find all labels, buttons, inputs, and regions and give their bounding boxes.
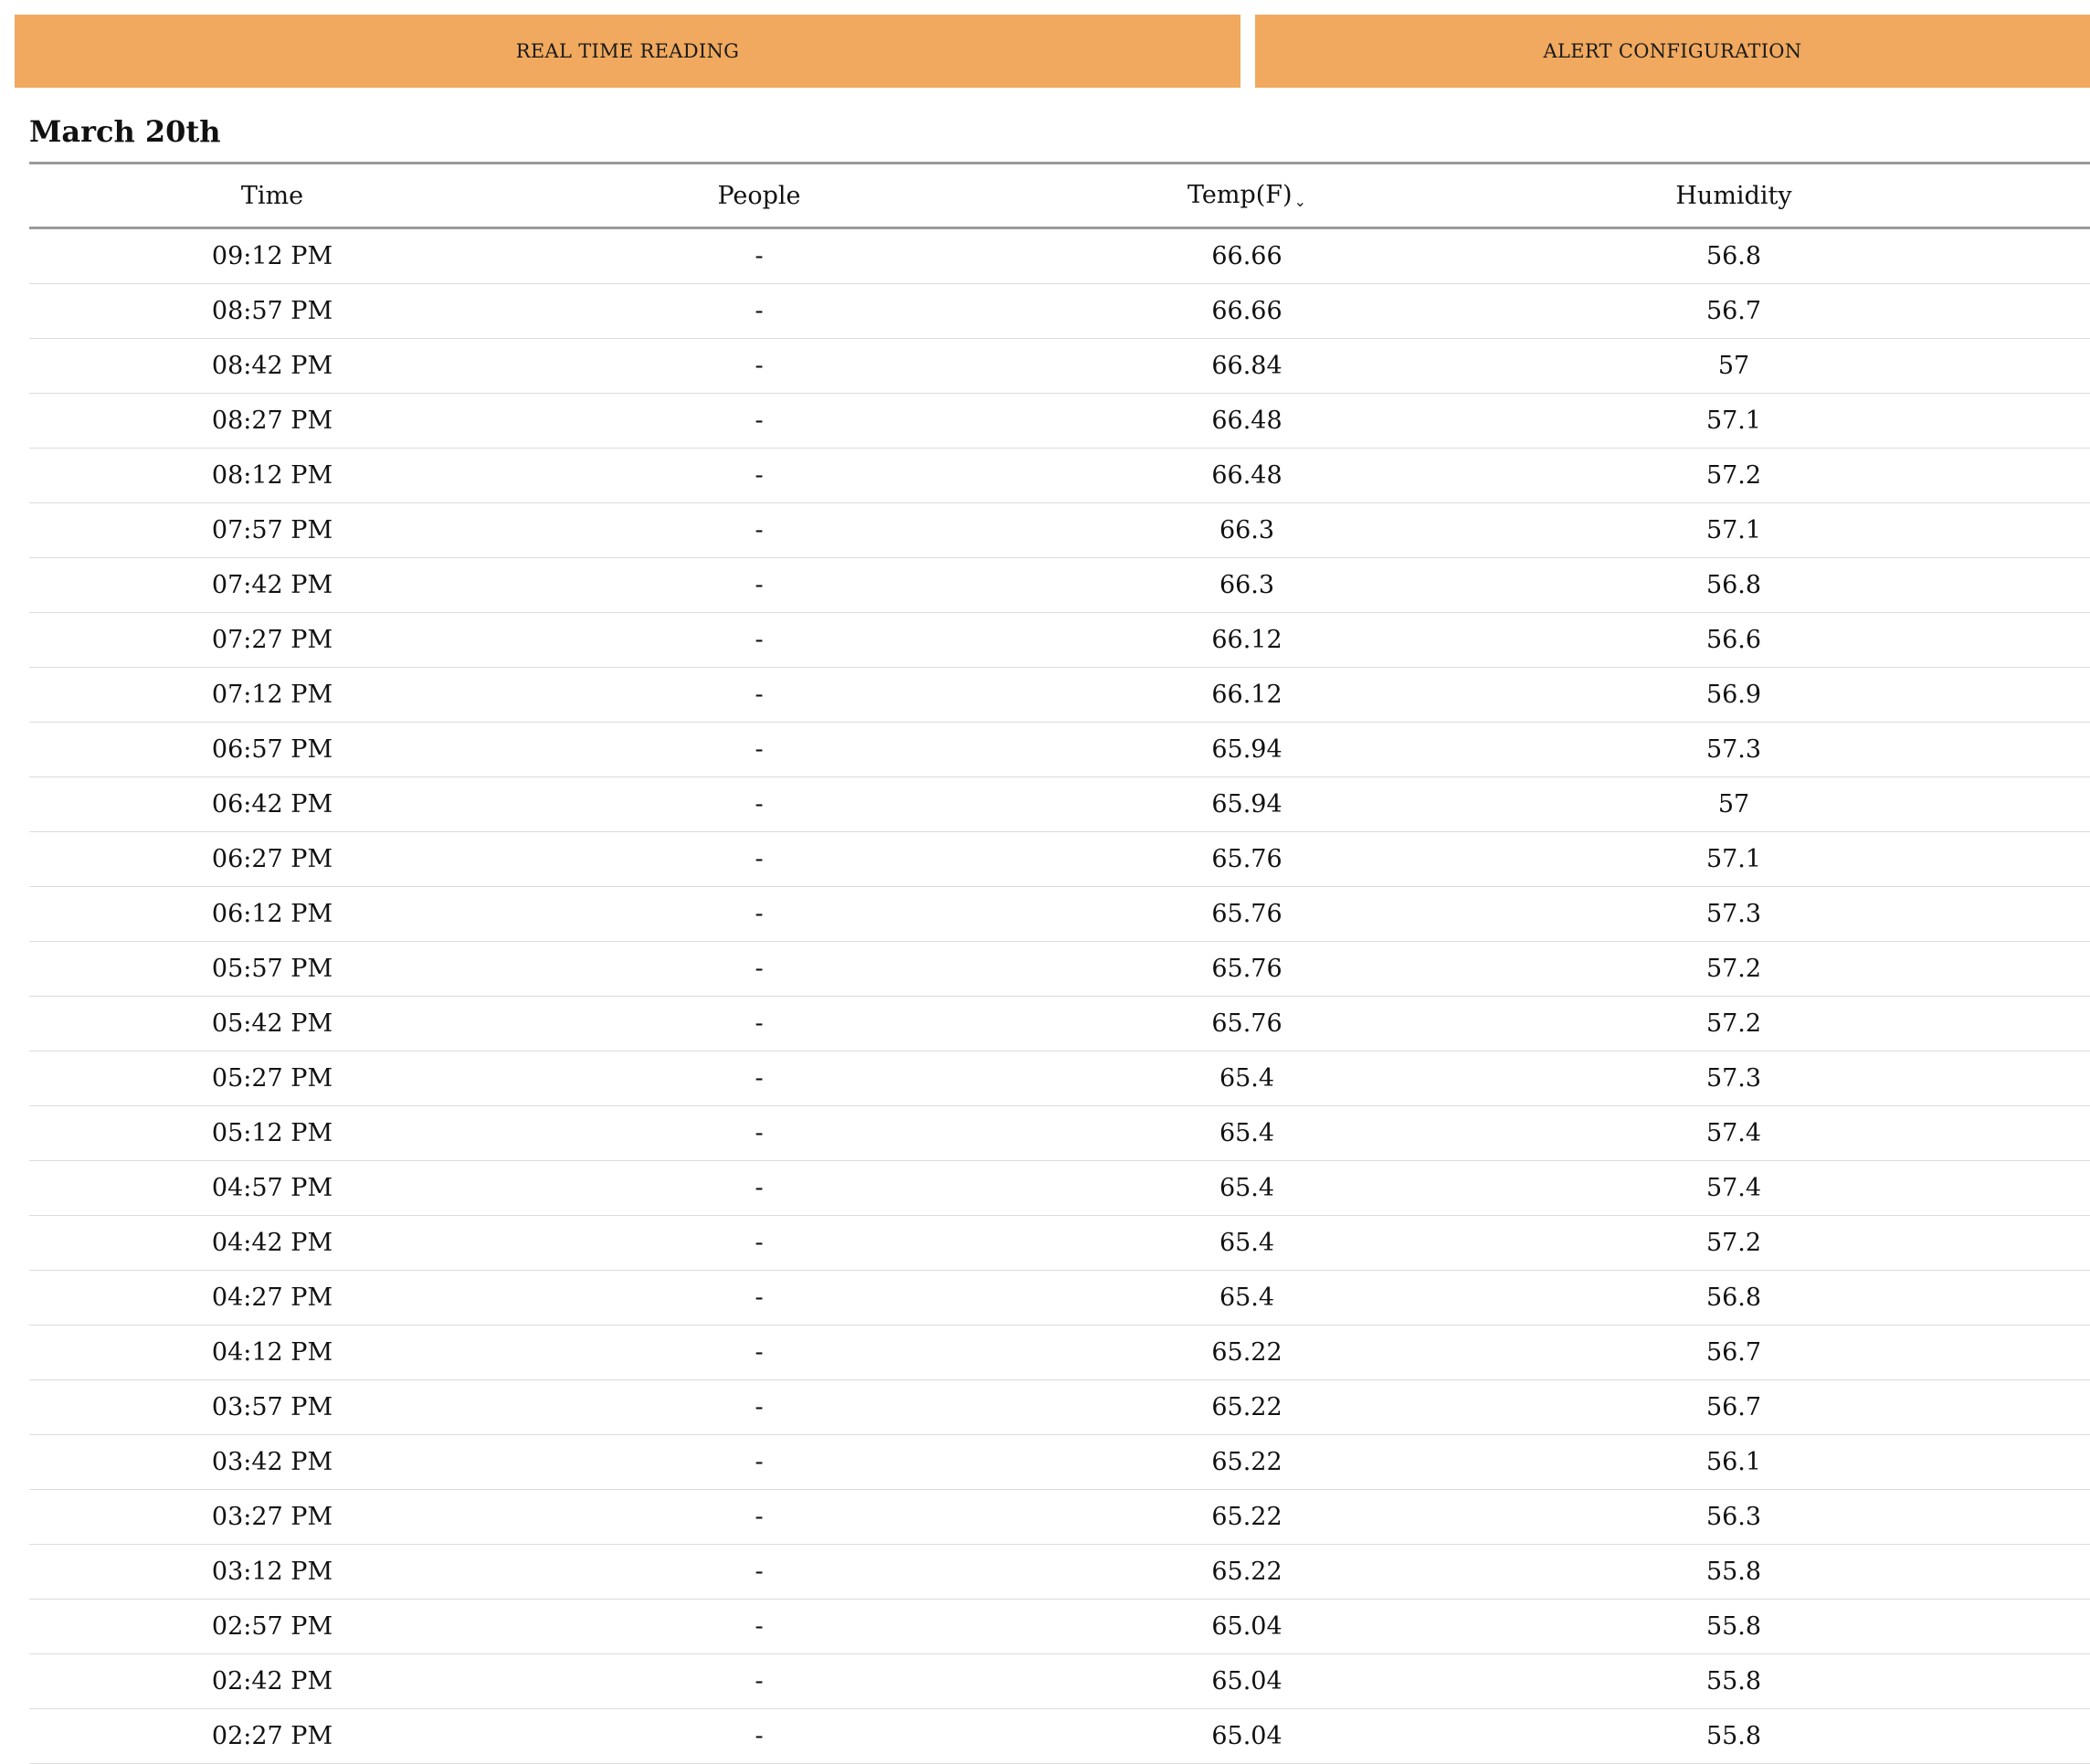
- table-row: [29, 1654, 2090, 1709]
- table-row: [29, 558, 2090, 613]
- cell-spacer: [1977, 997, 2090, 1051]
- cell-time: 03:12 PM: [29, 1545, 515, 1600]
- cell-spacer: [1977, 1654, 2090, 1709]
- cell-spacer: [1977, 228, 2090, 284]
- cell-humidity: 56.8: [1491, 228, 1977, 284]
- cell-temp: 65.94: [1003, 723, 1491, 777]
- table-row: [29, 1600, 2090, 1654]
- cell-temp: 66.48: [1003, 449, 1491, 503]
- table-row: [29, 228, 2090, 284]
- chevron-down-icon[interactable]: ⌄: [1293, 193, 1306, 210]
- cell-temp: 65.22: [1003, 1326, 1491, 1380]
- cell-temp: 65.04: [1003, 1654, 1491, 1709]
- cell-people: -: [515, 339, 1003, 394]
- table-row: [29, 777, 2090, 832]
- cell-humidity: 57.3: [1491, 723, 1977, 777]
- table-row: [29, 1709, 2090, 1764]
- cell-spacer: [1977, 613, 2090, 668]
- cell-spacer: [1977, 1380, 2090, 1435]
- cell-humidity: 57.2: [1491, 1216, 1977, 1271]
- cell-temp: 65.76: [1003, 997, 1491, 1051]
- cell-people: -: [515, 723, 1003, 777]
- cell-people: -: [515, 1435, 1003, 1490]
- table-row: [29, 1051, 2090, 1106]
- cell-humidity: 55.8: [1491, 1545, 1977, 1600]
- cell-time: 07:27 PM: [29, 613, 515, 668]
- cell-temp: 65.4: [1003, 1051, 1491, 1106]
- cell-spacer: [1977, 558, 2090, 613]
- cell-time: 04:27 PM: [29, 1271, 515, 1326]
- cell-time: 05:42 PM: [29, 997, 515, 1051]
- cell-temp: 66.84: [1003, 339, 1491, 394]
- cell-people: -: [515, 668, 1003, 723]
- column-header-temp[interactable]: [1003, 164, 1491, 228]
- cell-humidity: 56.3: [1491, 1490, 1977, 1545]
- table-row: [29, 394, 2090, 449]
- table-row: [29, 668, 2090, 723]
- table-row: [29, 1271, 2090, 1326]
- cell-spacer: [1977, 1600, 2090, 1654]
- cell-people: -: [515, 1326, 1003, 1380]
- cell-temp: 65.22: [1003, 1490, 1491, 1545]
- cell-time: 03:27 PM: [29, 1490, 515, 1545]
- cell-humidity: 56.6: [1491, 613, 1977, 668]
- cell-humidity: 56.7: [1491, 1380, 1977, 1435]
- cell-humidity: 55.8: [1491, 1654, 1977, 1709]
- cell-humidity: 56.1: [1491, 1435, 1977, 1490]
- cell-humidity: 57.4: [1491, 1106, 1977, 1161]
- cell-humidity: 57.2: [1491, 942, 1977, 997]
- cell-time: 08:42 PM: [29, 339, 515, 394]
- cell-people: -: [515, 1271, 1003, 1326]
- cell-temp: 66.48: [1003, 394, 1491, 449]
- cell-temp: 65.4: [1003, 1161, 1491, 1216]
- tab-bar: [15, 15, 2090, 88]
- cell-humidity: 57.1: [1491, 832, 1977, 887]
- cell-humidity: 56.7: [1491, 1326, 1977, 1380]
- cell-spacer: [1977, 887, 2090, 942]
- cell-humidity: 56.9: [1491, 668, 1977, 723]
- cell-time: 08:57 PM: [29, 284, 515, 339]
- cell-people: -: [515, 832, 1003, 887]
- table-row: [29, 284, 2090, 339]
- cell-time: 07:12 PM: [29, 668, 515, 723]
- cell-temp: 65.76: [1003, 832, 1491, 887]
- cell-time: 07:42 PM: [29, 558, 515, 613]
- cell-time: 05:27 PM: [29, 1051, 515, 1106]
- cell-time: 07:57 PM: [29, 503, 515, 558]
- cell-spacer: [1977, 1326, 2090, 1380]
- cell-temp: 65.76: [1003, 887, 1491, 942]
- cell-temp: 65.4: [1003, 1271, 1491, 1326]
- cell-people: -: [515, 1709, 1003, 1764]
- readings-table: [29, 162, 2090, 1764]
- cell-people: -: [515, 1600, 1003, 1654]
- cell-time: 03:57 PM: [29, 1380, 515, 1435]
- cell-people: -: [515, 777, 1003, 832]
- cell-spacer: [1977, 1490, 2090, 1545]
- cell-temp: 65.76: [1003, 942, 1491, 997]
- cell-spacer: [1977, 723, 2090, 777]
- column-header-spacer: [1977, 164, 2090, 228]
- cell-temp: 65.22: [1003, 1435, 1491, 1490]
- cell-time: 06:27 PM: [29, 832, 515, 887]
- cell-time: 03:42 PM: [29, 1435, 515, 1490]
- cell-people: -: [515, 1545, 1003, 1600]
- cell-time: 08:12 PM: [29, 449, 515, 503]
- cell-spacer: [1977, 942, 2090, 997]
- cell-spacer: [1977, 668, 2090, 723]
- cell-humidity: 57.1: [1491, 503, 1977, 558]
- table-row: [29, 1490, 2090, 1545]
- cell-people: -: [515, 558, 1003, 613]
- cell-people: -: [515, 1216, 1003, 1271]
- cell-people: -: [515, 887, 1003, 942]
- cell-spacer: [1977, 339, 2090, 394]
- table-row: [29, 1435, 2090, 1490]
- cell-spacer: [1977, 1545, 2090, 1600]
- cell-humidity: 57.4: [1491, 1161, 1977, 1216]
- table-row: [29, 832, 2090, 887]
- table-row: [29, 339, 2090, 394]
- table-row: [29, 1216, 2090, 1271]
- cell-humidity: 56.8: [1491, 558, 1977, 613]
- table-row: [29, 1380, 2090, 1435]
- cell-people: -: [515, 503, 1003, 558]
- cell-temp: 65.4: [1003, 1216, 1491, 1271]
- cell-temp: 65.94: [1003, 777, 1491, 832]
- cell-time: 06:57 PM: [29, 723, 515, 777]
- cell-humidity: 57.3: [1491, 1051, 1977, 1106]
- cell-temp: 66.3: [1003, 503, 1491, 558]
- cell-time: 08:27 PM: [29, 394, 515, 449]
- column-header-label: Time: [240, 181, 304, 210]
- cell-people: -: [515, 284, 1003, 339]
- cell-time: 02:42 PM: [29, 1654, 515, 1709]
- table-row: [29, 1161, 2090, 1216]
- tab-alert-configuration[interactable]: ALERT CONFIGURATION: [1255, 15, 2090, 88]
- cell-people: -: [515, 997, 1003, 1051]
- column-header-label: Temp(F): [1188, 181, 1293, 209]
- table-row: [29, 723, 2090, 777]
- column-header-people[interactable]: [515, 164, 1003, 228]
- column-header-label: People: [717, 181, 801, 210]
- cell-temp: 65.04: [1003, 1600, 1491, 1654]
- cell-time: 02:57 PM: [29, 1600, 515, 1654]
- cell-time: 04:12 PM: [29, 1326, 515, 1380]
- column-header-humidity[interactable]: [1491, 164, 1977, 228]
- cell-spacer: [1977, 394, 2090, 449]
- date-heading: March 20th: [29, 114, 221, 149]
- cell-temp: 66.12: [1003, 613, 1491, 668]
- cell-humidity: 57: [1491, 339, 1977, 394]
- cell-spacer: [1977, 1106, 2090, 1161]
- table-row: [29, 503, 2090, 558]
- cell-humidity: 55.8: [1491, 1709, 1977, 1764]
- tab-real-time-reading[interactable]: REAL TIME READING: [15, 15, 1240, 88]
- cell-humidity: 55.8: [1491, 1600, 1977, 1654]
- table-row: [29, 449, 2090, 503]
- cell-spacer: [1977, 503, 2090, 558]
- readings-table-container: [29, 162, 2090, 1764]
- cell-spacer: [1977, 777, 2090, 832]
- cell-humidity: 56.8: [1491, 1271, 1977, 1326]
- cell-people: -: [515, 613, 1003, 668]
- cell-humidity: 57: [1491, 777, 1977, 832]
- cell-time: 02:27 PM: [29, 1709, 515, 1764]
- cell-people: -: [515, 449, 1003, 503]
- cell-spacer: [1977, 1051, 2090, 1106]
- column-header-label: Humidity: [1675, 181, 1792, 210]
- cell-humidity: 57.2: [1491, 997, 1977, 1051]
- cell-temp: 66.3: [1003, 558, 1491, 613]
- cell-people: -: [515, 1490, 1003, 1545]
- cell-spacer: [1977, 1216, 2090, 1271]
- cell-time: 04:42 PM: [29, 1216, 515, 1271]
- cell-temp: 65.22: [1003, 1380, 1491, 1435]
- cell-temp: 65.04: [1003, 1709, 1491, 1764]
- table-row: [29, 613, 2090, 668]
- cell-people: -: [515, 394, 1003, 449]
- cell-time: 06:12 PM: [29, 887, 515, 942]
- table-row: [29, 887, 2090, 942]
- table-row: [29, 942, 2090, 997]
- cell-time: 05:57 PM: [29, 942, 515, 997]
- table-header: [29, 164, 2090, 228]
- table-row: [29, 1106, 2090, 1161]
- cell-spacer: [1977, 832, 2090, 887]
- cell-time: 05:12 PM: [29, 1106, 515, 1161]
- cell-temp: 66.66: [1003, 284, 1491, 339]
- table-body: [29, 228, 2090, 1764]
- cell-spacer: [1977, 1709, 2090, 1764]
- cell-spacer: [1977, 1271, 2090, 1326]
- cell-humidity: 56.7: [1491, 284, 1977, 339]
- table-row: [29, 1326, 2090, 1380]
- cell-time: 06:42 PM: [29, 777, 515, 832]
- cell-people: -: [515, 228, 1003, 284]
- cell-humidity: 57.2: [1491, 449, 1977, 503]
- cell-people: -: [515, 1051, 1003, 1106]
- cell-people: -: [515, 1161, 1003, 1216]
- cell-people: -: [515, 1380, 1003, 1435]
- cell-people: -: [515, 942, 1003, 997]
- header-row: [29, 164, 2090, 228]
- cell-humidity: 57.3: [1491, 887, 1977, 942]
- cell-temp: 65.22: [1003, 1545, 1491, 1600]
- cell-temp: 66.66: [1003, 228, 1491, 284]
- table-row: [29, 997, 2090, 1051]
- cell-temp: 65.4: [1003, 1106, 1491, 1161]
- column-header-time[interactable]: [29, 164, 515, 228]
- cell-time: 09:12 PM: [29, 228, 515, 284]
- cell-time: 04:57 PM: [29, 1161, 515, 1216]
- cell-humidity: 57.1: [1491, 394, 1977, 449]
- cell-spacer: [1977, 449, 2090, 503]
- cell-temp: 66.12: [1003, 668, 1491, 723]
- table-row: [29, 1545, 2090, 1600]
- cell-spacer: [1977, 1161, 2090, 1216]
- cell-spacer: [1977, 1435, 2090, 1490]
- cell-people: -: [515, 1654, 1003, 1709]
- cell-spacer: [1977, 284, 2090, 339]
- cell-people: -: [515, 1106, 1003, 1161]
